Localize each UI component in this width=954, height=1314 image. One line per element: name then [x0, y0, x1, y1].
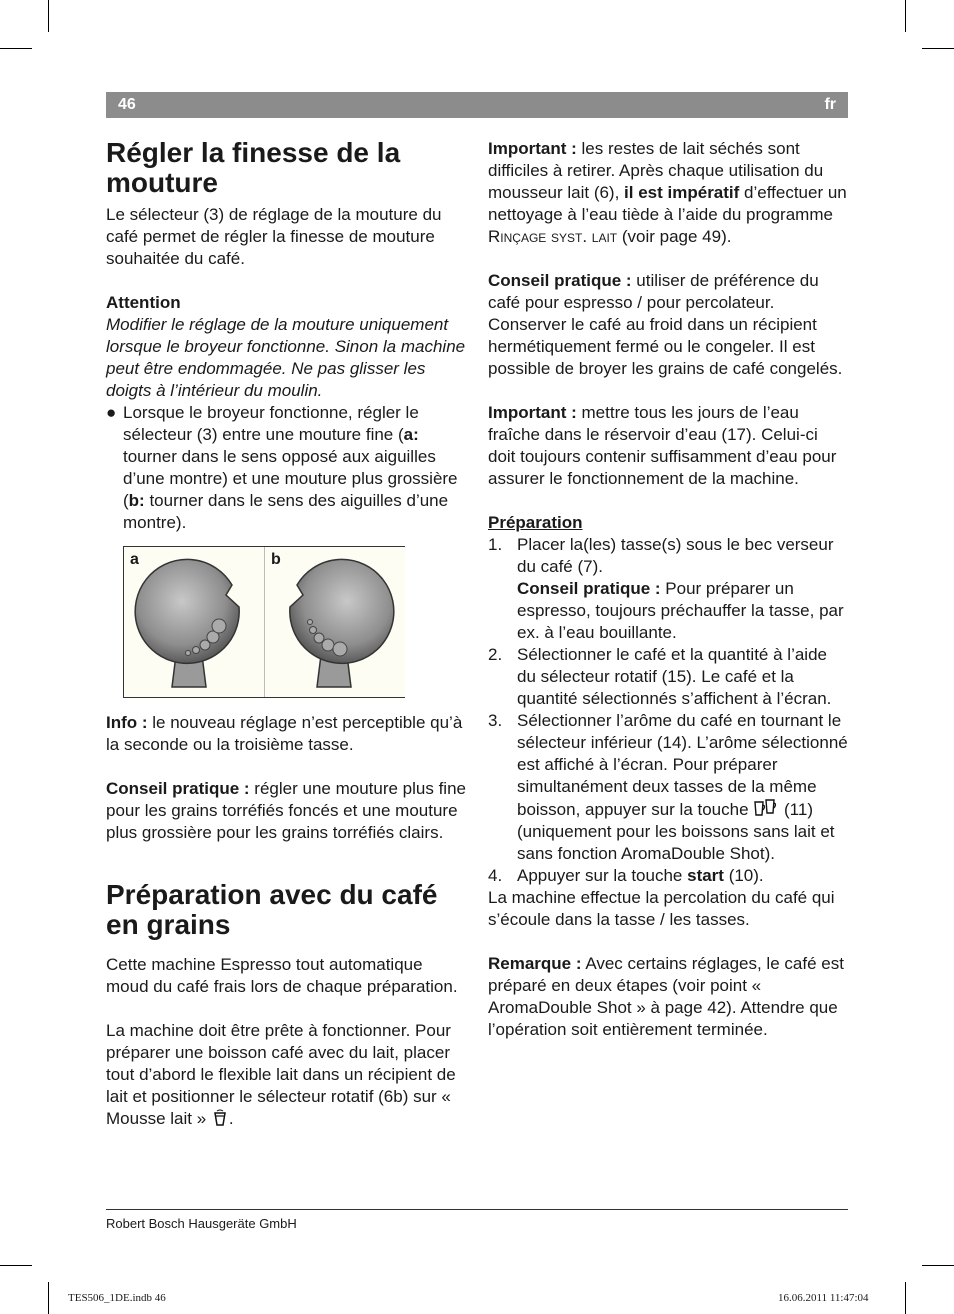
print-date-info: 16.06.2011 11:47:04 — [778, 1292, 869, 1304]
grinder-figure — [123, 546, 405, 698]
info-paragraph: Info : le nouveau réglage n’est perceptible qu’à la seconde ou la troisième tasse. — [106, 713, 463, 754]
figure-label-b: b — [271, 551, 281, 568]
crop-mark — [0, 1265, 32, 1266]
tip-paragraph: Conseil pratique : régler une mouture plus fine pour les grains torréfiés foncés et une mouture plus grossière pour les grains torréfiés clairs. — [106, 779, 466, 842]
step-item: 2. Sélectionner le café et la quantité à l’aide du sélecteur rotatif (15). Le café et la quantité sélectionnés s’affichent à l’écran. — [488, 645, 832, 708]
step-item: 3. Sélectionner l’arôme du café en tournant le sélecteur inférieur (14). L’arôme sélectionné est affiché à l’écran. Pour préparer simultanément deux tasses de la même boisson, appuyer sur la touche (11) (uniquement pour les boissons sans lait et sans fonction AromaDouble Shot). — [488, 711, 848, 863]
attention-text: Modifier le réglage de la mouture uniquement lorsque le broyeur fonctionne. Sinon la machine peut être endommagée. Ne pas glisser les doigts à l’intérieur du moulin. — [106, 315, 466, 400]
preparation-heading: Préparation — [488, 513, 583, 532]
crop-mark — [48, 1282, 49, 1314]
print-file-info: TES506_1DE.indb 46 — [68, 1292, 166, 1304]
important-water-paragraph: Important : mettre tous les jours de l’eau fraîche dans le réservoir d’eau (17). Celui-ci doit toujours contenir suffisamment d’eau pour assurer le fonctionnement de la machine. — [488, 403, 837, 488]
step-item: 1. Placer la(les) tasse(s) sous le bec verseur du café (7). Conseil pratique : Pour préparer un espresso, toujours préchauffer la tasse, par ex. à l’eau bouillante. — [488, 534, 848, 644]
page-number: 46 — [118, 96, 136, 113]
result-paragraph: La machine effectue la percolation du café qui s’écoule dans la tasse / les tasses. — [488, 888, 835, 929]
left-column — [106, 138, 468, 1130]
footer-company: Robert Bosch Hausgeräte GmbH — [106, 1216, 297, 1231]
crop-mark — [905, 0, 906, 32]
figure-panel-b — [264, 547, 405, 697]
crop-mark — [922, 48, 954, 49]
attention-label: Attention — [106, 293, 181, 312]
important-milk-paragraph: Important : les restes de lait séchés sont difficiles à retirer. Après chaque utilisation du mousseur lait (6), il est impératif d’effectuer un nettoyage à l’eau tiède à l’aide du programme Rinçage syst. lait (voir page 49). — [488, 139, 847, 246]
tip-storage-paragraph: Conseil pratique : utiliser de préférence du café pour espresso / pour percolateur. Conserver le café au froid dans un récipient hermétiquement fermé ou le congeler. Il est possible de broyer les grains de café congelés. — [488, 271, 843, 378]
double-cup-icon — [753, 798, 779, 818]
section-title-beans: Préparation avec du café en grains — [106, 879, 438, 940]
section-title-grind: Régler la finesse de la mouture — [106, 137, 401, 198]
crop-mark — [0, 48, 32, 49]
intro-paragraph: Le sélecteur (3) de réglage de la mouture du café permet de régler la finesse de mouture souhaitée du café. — [106, 205, 442, 268]
grinder-knob-fine-icon — [124, 547, 264, 697]
page-header — [106, 92, 848, 118]
crop-mark — [905, 1282, 906, 1314]
language-code: fr — [824, 96, 836, 113]
step1-tip: Conseil pratique : Pour préparer un espresso, toujours préchauffer la tasse, par ex. à l’eau bouillante. — [517, 579, 844, 642]
right-column — [488, 138, 848, 1041]
grinder-knob-coarse-icon — [265, 547, 405, 697]
footer-rule — [106, 1209, 848, 1210]
figure-panel-a — [124, 547, 264, 697]
note-paragraph: Remarque : Avec certains réglages, le café est préparé en deux étapes (voir point « AromaDouble Shot » à page 42). Attendre que l’opération soit entièrement terminée. — [488, 954, 844, 1039]
milk-cup-icon — [211, 1109, 229, 1127]
crop-mark — [922, 1265, 954, 1266]
ready-paragraph: La machine doit être prête à fonctionner. Pour préparer une boisson café avec du lait, placer tout d’abord le flexible lait dans un récipient de lait et positionner le sélecteur rotatif (6b) sur « Mousse lait » . — [106, 1021, 456, 1128]
machine-paragraph: Cette machine Espresso tout automatique moud du café frais lors de chaque préparation. — [106, 955, 458, 996]
step-item: 4. Appuyer sur la touche start (10). — [488, 866, 764, 885]
figure-label-a: a — [130, 551, 139, 568]
bullet-item: ● Lorsque le broyeur fonctionne, régler le sélecteur (3) entre une mouture fine (a: tourner dans le sens opposé aux aiguilles d’une montre) et une mouture plus grossière (b: tourner dans le sens des aiguilles d’une montre). — [106, 403, 458, 532]
bullet-dot: ● — [106, 403, 117, 422]
crop-mark — [48, 0, 49, 32]
